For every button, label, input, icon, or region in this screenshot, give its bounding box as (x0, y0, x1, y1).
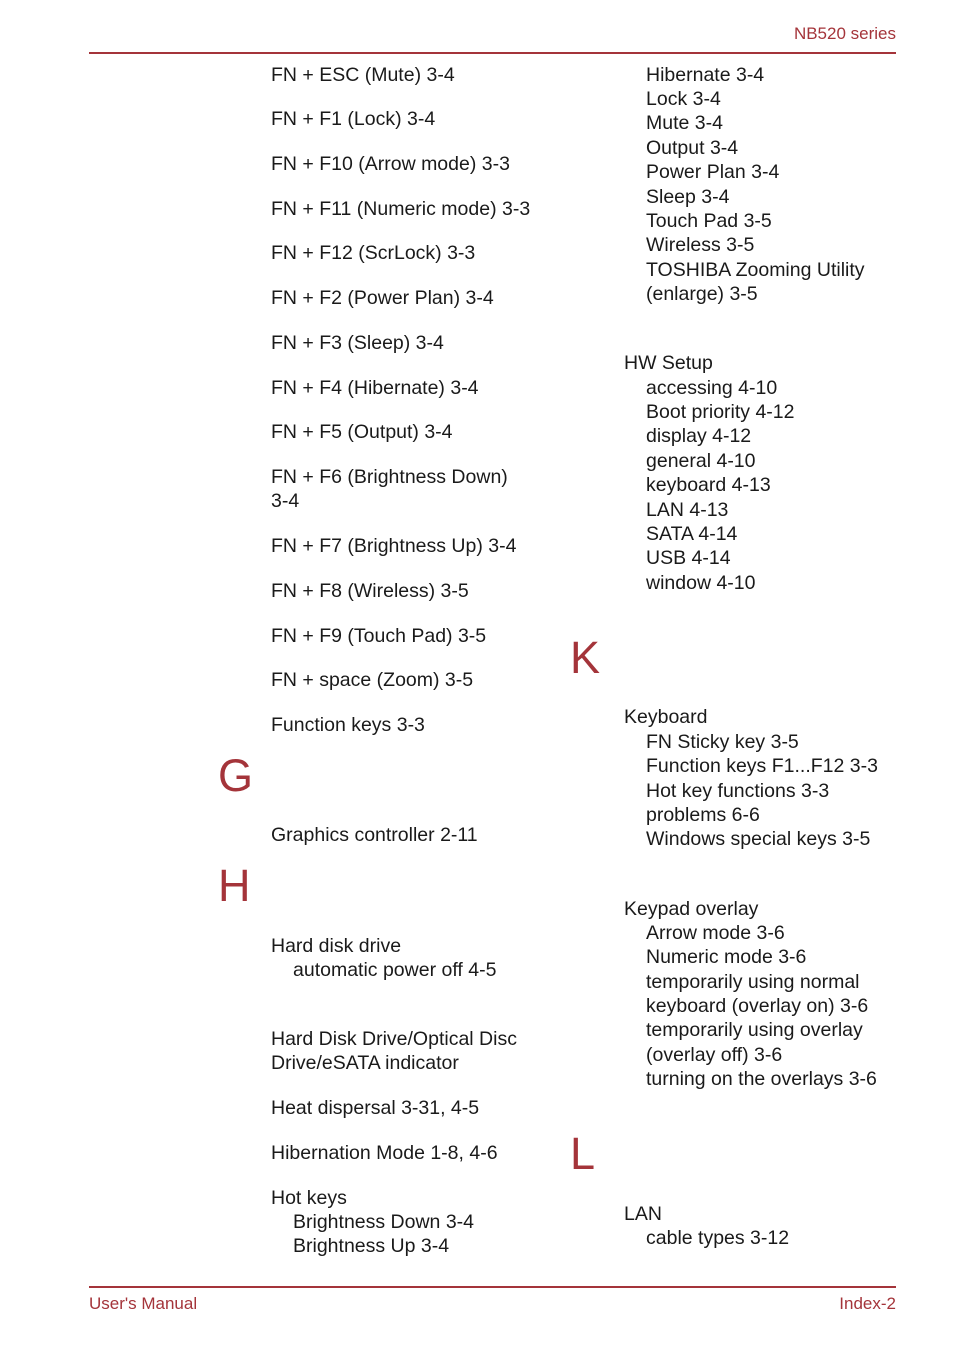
index-subentry: cable types 3-12 (646, 1227, 790, 1249)
index-subentry: general 4-10 (646, 450, 756, 472)
index-subentry: Boot priority 4-12 (646, 401, 795, 423)
index-entry: FN + F7 (Brightness Up) 3-4 (271, 535, 517, 557)
index-entry: Function keys 3-3 (271, 714, 425, 736)
section-letter-g: G (218, 750, 254, 801)
index-subentry: LAN 4-13 (646, 499, 729, 521)
index-subentry: FN Sticky key 3-5 (646, 731, 799, 753)
index-subentry: Touch Pad 3-5 (646, 210, 772, 232)
index-subentry: turning on the overlays 3-6 (646, 1068, 877, 1090)
section-letter-h: H (218, 860, 251, 911)
index-subentry: TOSHIBA Zooming Utility (646, 259, 865, 281)
index-entry: Hot keys (271, 1187, 347, 1209)
index-subentry: Brightness Up 3-4 (293, 1235, 450, 1257)
index-entry: Hard Disk Drive/Optical Disc (271, 1028, 517, 1050)
index-entry: FN + F5 (Output) 3-4 (271, 421, 453, 443)
index-subentry: Lock 3-4 (646, 88, 721, 110)
index-entry: FN + F1 (Lock) 3-4 (271, 108, 436, 130)
index-entry: FN + F2 (Power Plan) 3-4 (271, 287, 494, 309)
index-subentry: window 4-10 (646, 572, 756, 594)
index-subentry: Arrow mode 3-6 (646, 922, 785, 944)
index-subentry: temporarily using overlay (646, 1019, 863, 1041)
index-subentry: USB 4-14 (646, 547, 731, 569)
index-subentry: Windows special keys 3-5 (646, 828, 871, 850)
index-entry: Hibernation Mode 1-8, 4-6 (271, 1142, 498, 1164)
index-entry: FN + F8 (Wireless) 3-5 (271, 580, 469, 602)
index-subentry: Function keys F1...F12 3-3 (646, 755, 878, 777)
index-entry: HW Setup (624, 352, 713, 374)
section-letter-k: K (570, 632, 601, 683)
index-entry: FN + ESC (Mute) 3-4 (271, 64, 455, 86)
index-entry: FN + space (Zoom) 3-5 (271, 669, 474, 691)
index-entry: FN + F12 (ScrLock) 3-3 (271, 242, 476, 264)
index-entry: FN + F9 (Touch Pad) 3-5 (271, 625, 487, 647)
index-entry: FN + F3 (Sleep) 3-4 (271, 332, 444, 354)
running-header-title: NB520 series (793, 24, 896, 43)
index-subentry: Wireless 3-5 (646, 234, 755, 256)
section-letter-l: L (570, 1128, 596, 1179)
footer-rule (89, 1286, 896, 1288)
index-subentry: Hot key functions 3-3 (646, 780, 830, 802)
index-subentry: Brightness Down 3-4 (293, 1211, 475, 1233)
footer-manual-title: User's Manual (89, 1294, 198, 1313)
index-subentry: SATA 4-14 (646, 523, 738, 545)
index-subentry: temporarily using normal (646, 971, 860, 993)
index-entry: Graphics controller 2-11 (271, 824, 478, 846)
footer-page-number: Index-2 (839, 1294, 896, 1313)
index-subentry-continuation: (overlay off) 3-6 (646, 1044, 783, 1066)
index-entry: FN + F10 (Arrow mode) 3-3 (271, 153, 510, 175)
index-subentry: automatic power off 4-5 (293, 959, 497, 981)
index-entry-continuation: Drive/eSATA indicator (271, 1052, 459, 1074)
index-entry: Heat dispersal 3-31, 4-5 (271, 1097, 480, 1119)
index-subentry: problems 6-6 (646, 804, 760, 826)
index-entry: FN + F4 (Hibernate) 3-4 (271, 377, 479, 399)
index-subentry: Hibernate 3-4 (646, 64, 765, 86)
index-subentry: Sleep 3-4 (646, 186, 730, 208)
index-entry-continuation: 3-4 (271, 490, 300, 512)
index-subentry: Power Plan 3-4 (646, 161, 780, 183)
index-subentry: Output 3-4 (646, 137, 739, 159)
index-subentry: accessing 4-10 (646, 377, 778, 399)
index-entry: FN + F6 (Brightness Down) (271, 466, 508, 488)
index-subentry: Numeric mode 3-6 (646, 946, 807, 968)
index-subentry: keyboard 4-13 (646, 474, 771, 496)
index-subentry-continuation: keyboard (overlay on) 3-6 (646, 995, 869, 1017)
index-entry: LAN (624, 1203, 662, 1225)
index-entry: FN + F11 (Numeric mode) 3-3 (271, 198, 531, 220)
index-entry: Hard disk drive (271, 935, 402, 957)
index-subentry: Mute 3-4 (646, 112, 723, 134)
index-subentry-continuation: (enlarge) 3-5 (646, 283, 758, 305)
index-entry: Keypad overlay (624, 898, 759, 920)
index-subentry: display 4-12 (646, 425, 752, 447)
header-rule (89, 52, 896, 54)
index-entry: Keyboard (624, 706, 708, 728)
